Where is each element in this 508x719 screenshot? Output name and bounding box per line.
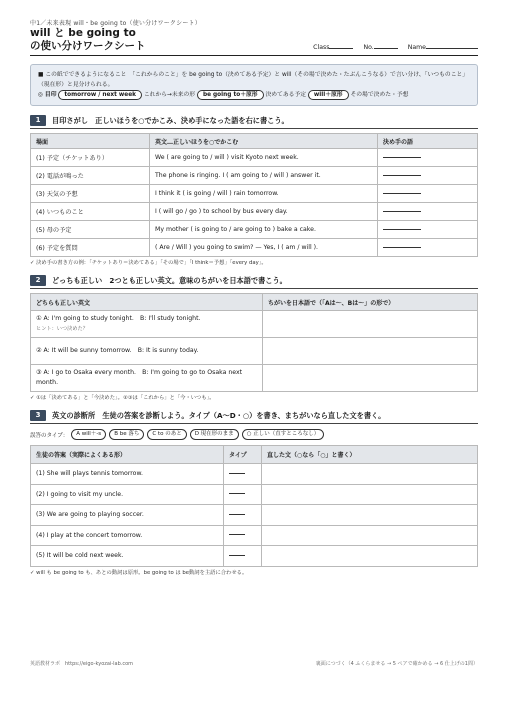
key-word-cell[interactable]	[378, 149, 478, 167]
name-blank	[426, 48, 478, 49]
corrected-cell[interactable]	[262, 505, 478, 526]
goal-box	[30, 64, 478, 106]
s1-header-key: 決め手の語	[378, 134, 478, 149]
table-row	[31, 338, 478, 365]
table-row	[31, 525, 478, 546]
section-1-rule	[30, 128, 478, 129]
section-1-table	[30, 133, 478, 257]
footer-source: 英語教材ラボ https://eigo-kyozai-lab.com	[30, 661, 134, 667]
type-cell[interactable]	[224, 464, 262, 485]
answer-blank[interactable]	[383, 211, 421, 212]
type-cell[interactable]	[224, 525, 262, 546]
section-3-title: 英文の診断所 生徒の答案を診断しよう。タイプ（A～D・○）を書き、まちがいなら直した文を書く。	[52, 410, 386, 420]
no-blank	[374, 48, 398, 49]
key-word-cell[interactable]	[378, 221, 478, 239]
marker-pill-be-going-to: be going to＋原形	[197, 90, 264, 100]
worksheet-subtitle: 中1／未来表現 will・be going to（使い分けワークシート）	[30, 20, 201, 27]
section-1-title: 目印さがし 正しいほうを○でかこみ、決め手になった語を右に書こう。	[52, 115, 289, 125]
pair-cell	[31, 365, 263, 392]
type-cell[interactable]	[224, 546, 262, 567]
s3-header-corrected: 直した文（○なら「○」と書く）	[262, 446, 478, 464]
sentence-cell[interactable]: My mother ( is going to / are going to ) bake a cake.	[150, 221, 378, 239]
corrected-cell[interactable]	[262, 525, 478, 546]
section-2-title: どっちも正しい 2つとも正しい英文。意味のちがいを日本語で書こう。	[52, 275, 287, 285]
key-word-cell[interactable]	[378, 167, 478, 185]
type-pill-b: B be 落ち	[109, 429, 144, 440]
section-3-heading	[30, 410, 478, 421]
key-word-cell[interactable]	[378, 203, 478, 221]
title-line-1: will と be going to	[30, 27, 136, 39]
section-3-table	[30, 445, 478, 567]
s2-header-sentences: どちらも正しい英文	[31, 294, 263, 311]
goal-text: ■ この紙でできるようになること 「これからのこと」を be going to（決めてある予定）と will（その場で決めた・たぶんこうなる）で言い分け、「いつものこと」（現在形）と見分けられる。	[38, 72, 469, 88]
pair-hint: ヒント：いつ決めた？	[36, 326, 88, 332]
key-word-cell[interactable]	[378, 239, 478, 257]
pair-cell	[31, 338, 263, 365]
name-label: Name	[407, 44, 426, 51]
answer-blank[interactable]	[383, 193, 421, 194]
sentence-cell[interactable]: ( Are / Will ) you going to swim? — Yes, I ( am / will ).	[150, 239, 378, 257]
marker-text-1: これから→未来の形	[143, 92, 196, 98]
table-row	[31, 203, 478, 221]
table-row	[31, 221, 478, 239]
table-row	[31, 546, 478, 567]
type-pill-correct: ○ 正しい（直すところなし）	[242, 429, 325, 440]
table-row	[31, 149, 478, 167]
section-2-rule	[30, 288, 478, 289]
scene-cell: (3) 天気の予想	[31, 185, 150, 203]
scene-cell: (6) 予定を質問	[31, 239, 150, 257]
footer	[30, 660, 478, 667]
sentence-cell[interactable]: I ( will go / go ) to school by bus every day.	[150, 203, 378, 221]
mark-label: 目印	[44, 92, 57, 98]
table-row	[31, 464, 478, 485]
pair-text: ② A: It will be sunny tomorrow. B: It is sunny today.	[36, 347, 199, 354]
type-blank[interactable]	[229, 555, 245, 556]
s3-header-type: タイプ	[224, 446, 262, 464]
class-label: Class	[313, 44, 330, 51]
sentence-cell[interactable]: The phone is ringing. I ( am going to / will ) answer it.	[150, 167, 378, 185]
pair-text: ③ A: I go to Osaka every month. B: I'm going to go to Osaka next month.	[36, 369, 243, 386]
answer-blank[interactable]	[383, 229, 421, 230]
type-pill-d: D 現在形のまま	[190, 429, 239, 440]
table-row	[31, 167, 478, 185]
type-blank[interactable]	[229, 493, 245, 494]
type-blank[interactable]	[229, 473, 245, 474]
section-3-number: 3	[30, 410, 46, 421]
table-row	[31, 365, 478, 392]
footer-continue: 裏面につづく（4 ふくらませる → 5 ペアで確かめる → 6 仕上げの1問）	[315, 661, 478, 667]
s1-header-sentence: 英文…正しいほうを○でかこむ	[150, 134, 378, 149]
title-line-2: の使い分けワークシート	[30, 40, 146, 52]
sentence-cell[interactable]: We ( are going to / will ) visit Kyoto next week.	[150, 149, 378, 167]
pair-cell	[31, 311, 263, 338]
answer-blank[interactable]	[383, 157, 421, 158]
section-2-note: ✓ ①は「決めてある」と「今決めた」。②③は「これから」と「今・いつも」。	[30, 395, 215, 401]
corrected-cell[interactable]	[262, 484, 478, 505]
scene-cell: (5) 母の予定	[31, 221, 150, 239]
section-2-heading	[30, 275, 478, 286]
goal-markers	[38, 90, 470, 100]
title-row	[30, 27, 478, 56]
class-blank	[329, 48, 353, 49]
marker-text-2: 決めてある予定	[265, 92, 307, 98]
table-row	[31, 239, 478, 257]
section-3-note: ✓ will も be going to も、あとの動詞は原形。be going to は be動詞を主語に合わせる。	[30, 569, 248, 576]
corrected-cell[interactable]	[262, 464, 478, 485]
difference-answer-cell[interactable]	[263, 311, 478, 338]
pair-text: ① A: I'm going to study tonight. B: I'll study tonight.	[36, 315, 201, 322]
table-row	[31, 505, 478, 526]
section-1-number: 1	[30, 115, 46, 126]
types-label: 誤答のタイプ：	[30, 432, 69, 439]
type-pill-c: C to のあと	[147, 429, 186, 440]
scene-cell: (4) いつものこと	[31, 203, 150, 221]
no-label: No.	[363, 44, 374, 51]
type-cell[interactable]	[224, 484, 262, 505]
student-answer-cell: (4) I play at the concert tomorrow.	[31, 525, 224, 546]
section-3-rule	[30, 423, 478, 424]
s2-header-difference: ちがいを日本語で（「Aは～、Bは～」の形で）	[263, 294, 478, 311]
student-answer-cell: (1) She will plays tennis tomorrow.	[31, 464, 224, 485]
marker-pill-will: will＋原形	[308, 90, 349, 100]
type-pill-a: A will＋-s	[71, 429, 106, 440]
key-word-cell[interactable]	[378, 185, 478, 203]
difference-answer-cell[interactable]	[263, 365, 478, 392]
s3-header-answer: 生徒の答案（実際によくある形）	[31, 446, 224, 464]
scene-cell: (2) 電話が鳴った	[31, 167, 150, 185]
section-1-note: ✓ 決め手の書き方の例：「チケットあり＝決めてある」「その場で」「I think＝予想」「every day」。	[30, 260, 267, 266]
error-types-row	[30, 429, 478, 440]
type-blank[interactable]	[229, 514, 245, 515]
answer-blank[interactable]	[383, 175, 421, 176]
class-number-name	[313, 44, 478, 51]
type-blank[interactable]	[229, 534, 245, 535]
student-answer-cell: (3) We are going to playing soccer.	[31, 505, 224, 526]
student-answer-cell: (5) It will be cold next week.	[31, 546, 224, 567]
worksheet-title	[30, 27, 146, 53]
sentence-cell[interactable]: I think it ( is going / will ) rain tomorrow.	[150, 185, 378, 203]
type-cell[interactable]	[224, 505, 262, 526]
student-answer-cell: (2) I going to visit my uncle.	[31, 484, 224, 505]
section-2-table	[30, 293, 478, 392]
s1-header-scene: 場面	[31, 134, 150, 149]
marker-pill-tomorrow: tomorrow / next week	[58, 90, 142, 100]
scene-cell: (1) 予定（チケットあり）	[31, 149, 150, 167]
table-row	[31, 484, 478, 505]
section-2-number: 2	[30, 275, 46, 286]
corrected-cell[interactable]	[262, 546, 478, 567]
difference-answer-cell[interactable]	[263, 338, 478, 365]
section-1-heading	[30, 115, 478, 126]
marker-text-3: その場で決めた・予想	[350, 92, 409, 98]
target-icon: ◎	[38, 92, 44, 98]
table-row	[31, 185, 478, 203]
table-row	[31, 311, 478, 338]
answer-blank[interactable]	[383, 247, 421, 248]
